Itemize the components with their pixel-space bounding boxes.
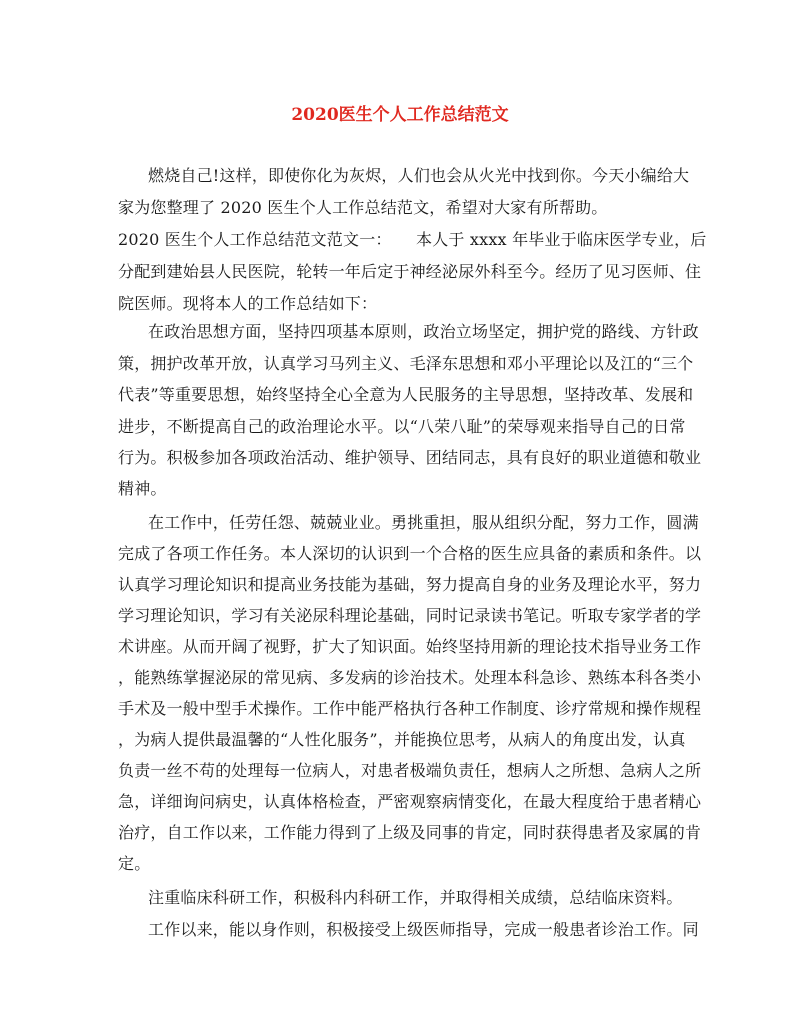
text-line: 学习理论知识，学习有关泌尿科理论基础，同时记录读书笔记。听取专家学者的学 bbox=[118, 606, 702, 625]
text-line: 家为您整理了 2020 医生个人工作总结范文，希望对大家有所帮助。 bbox=[118, 198, 608, 217]
text-line: 急，详细询问病史，认真体格检查，严密观察病情变化，在最大程度给于患者精心 bbox=[118, 792, 702, 811]
text-line: 在政治思想方面，坚持四项基本原则，政治立场坚定，拥护党的路线、方针政 bbox=[148, 322, 699, 341]
text-line: 分配到建始县人民医院，轮转一年后定于神经泌尿外科至今。经历了见习医师、住 bbox=[118, 262, 702, 281]
text-line: 2020 医生个人工作总结范文范文一： 本人于 xxxx 年毕业于临床医学专业，后 bbox=[118, 230, 707, 249]
text-line: 手术及一般中型手术操作。工作中能严格执行各种工作制度、诊疗常规和操作规程 bbox=[118, 699, 702, 718]
document-title: 2020医生个人工作总结范文 bbox=[291, 105, 509, 125]
text-line: 在工作中，任劳任怨、兢兢业业。勇挑重担，服从组织分配，努力工作，圆满 bbox=[148, 513, 699, 532]
text-line: 代表”等重要思想，始终坚持全心全意为人民服务的主导思想，坚持改革、发展和 bbox=[118, 385, 694, 404]
text-line: 进步，不断提高自己的政治理论水平。以“八荣八耻”的荣辱观来指导自己的日常 bbox=[118, 417, 686, 436]
text-line: 精神。 bbox=[118, 479, 167, 498]
text-line: 定。 bbox=[118, 854, 151, 873]
text-line: 完成了各项工作任务。本人深切的认识到一个合格的医生应具备的素质和条件。以 bbox=[118, 544, 702, 563]
text-line: ，能熟练掌握泌尿的常见病、多发病的诊治技术。处理本科急诊、熟练本科各类小 bbox=[118, 668, 702, 687]
text-line: ，为病人提供最温馨的“人性化服务”，并能换位思考，从病人的角度出发，认真 bbox=[118, 730, 686, 749]
text-line: 负责一丝不苟的处理每一位病人，对患者极端负责任，想病人之所想、急病人之所 bbox=[118, 761, 702, 780]
text-line: 燃烧自己!这样，即使你化为灰烬，人们也会从火光中找到你。今天小编给大 bbox=[148, 166, 690, 185]
text-line: 行为。积极参加各项政治活动、维护领导、团结同志，具有良好的职业道德和敬业 bbox=[118, 448, 702, 467]
text-line: 术讲座。从而开阔了视野，扩大了知识面。始终坚持用新的理论技术指导业务工作 bbox=[118, 637, 702, 656]
text-line: 策，拥护改革开放，认真学习马列主义、毛泽东思想和邓小平理论以及江的“三个 bbox=[118, 354, 694, 373]
text-line: 工作以来，能以身作则，积极接受上级医师指导，完成一般患者诊治工作。同 bbox=[148, 920, 699, 939]
text-line: 治疗，自工作以来，工作能力得到了上级及同事的肯定，同时获得患者及家属的肯 bbox=[118, 823, 702, 842]
text-line: 注重临床科研工作，积极科内科研工作，并取得相关成绩，总结临床资料。 bbox=[148, 888, 683, 907]
text-line: 认真学习理论知识和提高业务技能为基础，努力提高自身的业务及理论水平，努力 bbox=[118, 575, 702, 594]
text-line: 院医师。现将本人的工作总结如下： bbox=[118, 294, 378, 313]
